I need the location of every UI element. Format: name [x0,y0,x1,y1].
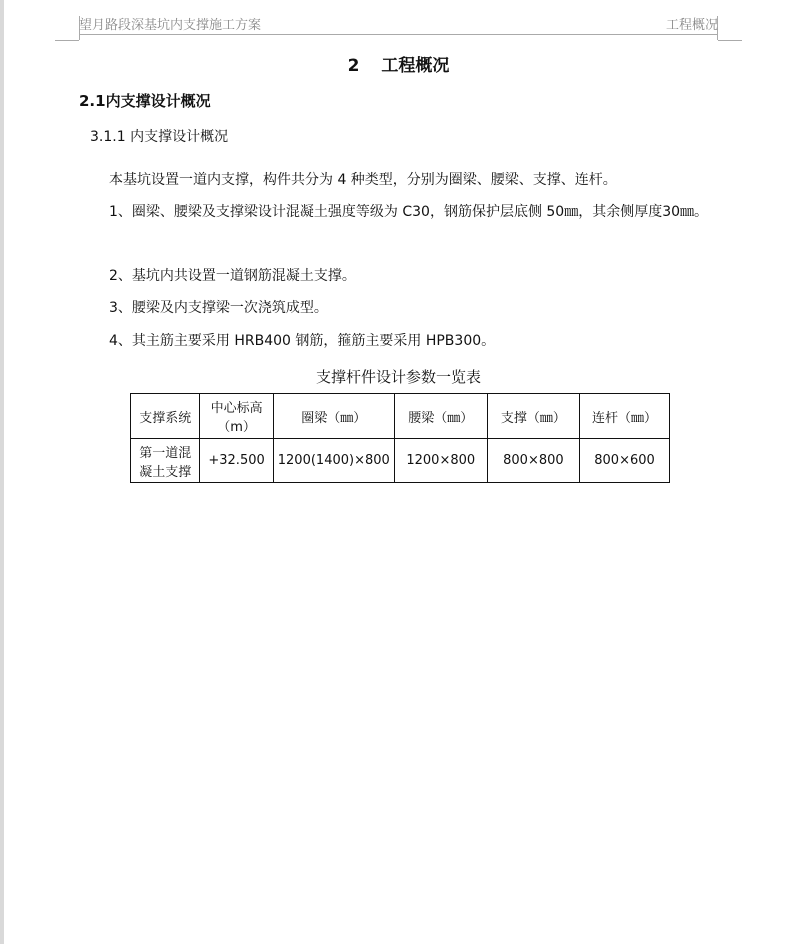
header-waist-beam: 腰梁（㎜） [394,394,487,439]
running-header-title: 望月路段深基坑内支撑施工方案 [79,18,262,33]
paragraph-item-3: 3、腰梁及内支撑梁一次浇筑成型。 [109,300,328,316]
header-ring-beam: 圈梁（㎜） [273,394,394,439]
paragraph-intro: 本基坑设置一道内支撑，构件共分为 4 种类型，分别为圈梁、腰梁、支撑、连杆。 [109,172,617,188]
cell-tie-rod: 800×600 [580,439,670,483]
header-support-system: 支撑系统 [131,394,200,439]
cell-center-elevation: +32.500 [200,439,273,483]
cell-strut: 800×800 [487,439,579,483]
table-row [131,439,670,483]
chapter-number: 2 [347,56,360,76]
header-strut: 支撑（㎜） [487,394,579,439]
header-tie-rod: 连杆（㎜） [580,394,670,439]
section-heading-2-1: 2.1内支撑设计概况 [79,92,211,110]
cell-waist-beam: 1200×800 [394,439,487,483]
paragraph-item-1: 1、圈梁、腰梁及支撑梁设计混凝土强度等级为 C30，钢筋保护层底侧 50㎜，其余侧厚度30㎜。 [109,204,709,220]
chapter-name: 工程概况 [381,56,450,76]
header-rule [79,34,718,35]
header-center-elevation: 中心标高（m） [200,394,273,439]
page-left-edge [0,0,4,944]
cell-support-system: 第一道混凝土支撑 [131,439,200,483]
support-parameter-table [130,393,670,483]
table-caption: 支撑杆件设计参数一览表 [315,368,481,386]
crop-mark-top-left-h [55,40,79,41]
chapter-title [0,51,797,76]
running-header-section: 工程概况 [665,18,718,33]
crop-mark-top-right-h [718,40,742,41]
paragraph-item-4: 4、其主筋主要采用 HRB400 钢筋，箍筋主要采用 HPB300。 [109,333,496,349]
table-header-row [131,394,670,439]
cell-ring-beam: 1200(1400)×800 [273,439,394,483]
section-heading-3-1-1: 3.1.1 内支撑设计概况 [90,129,229,145]
paragraph-item-2: 2、基坑内共设置一道钢筋混凝土支撑。 [109,268,356,284]
